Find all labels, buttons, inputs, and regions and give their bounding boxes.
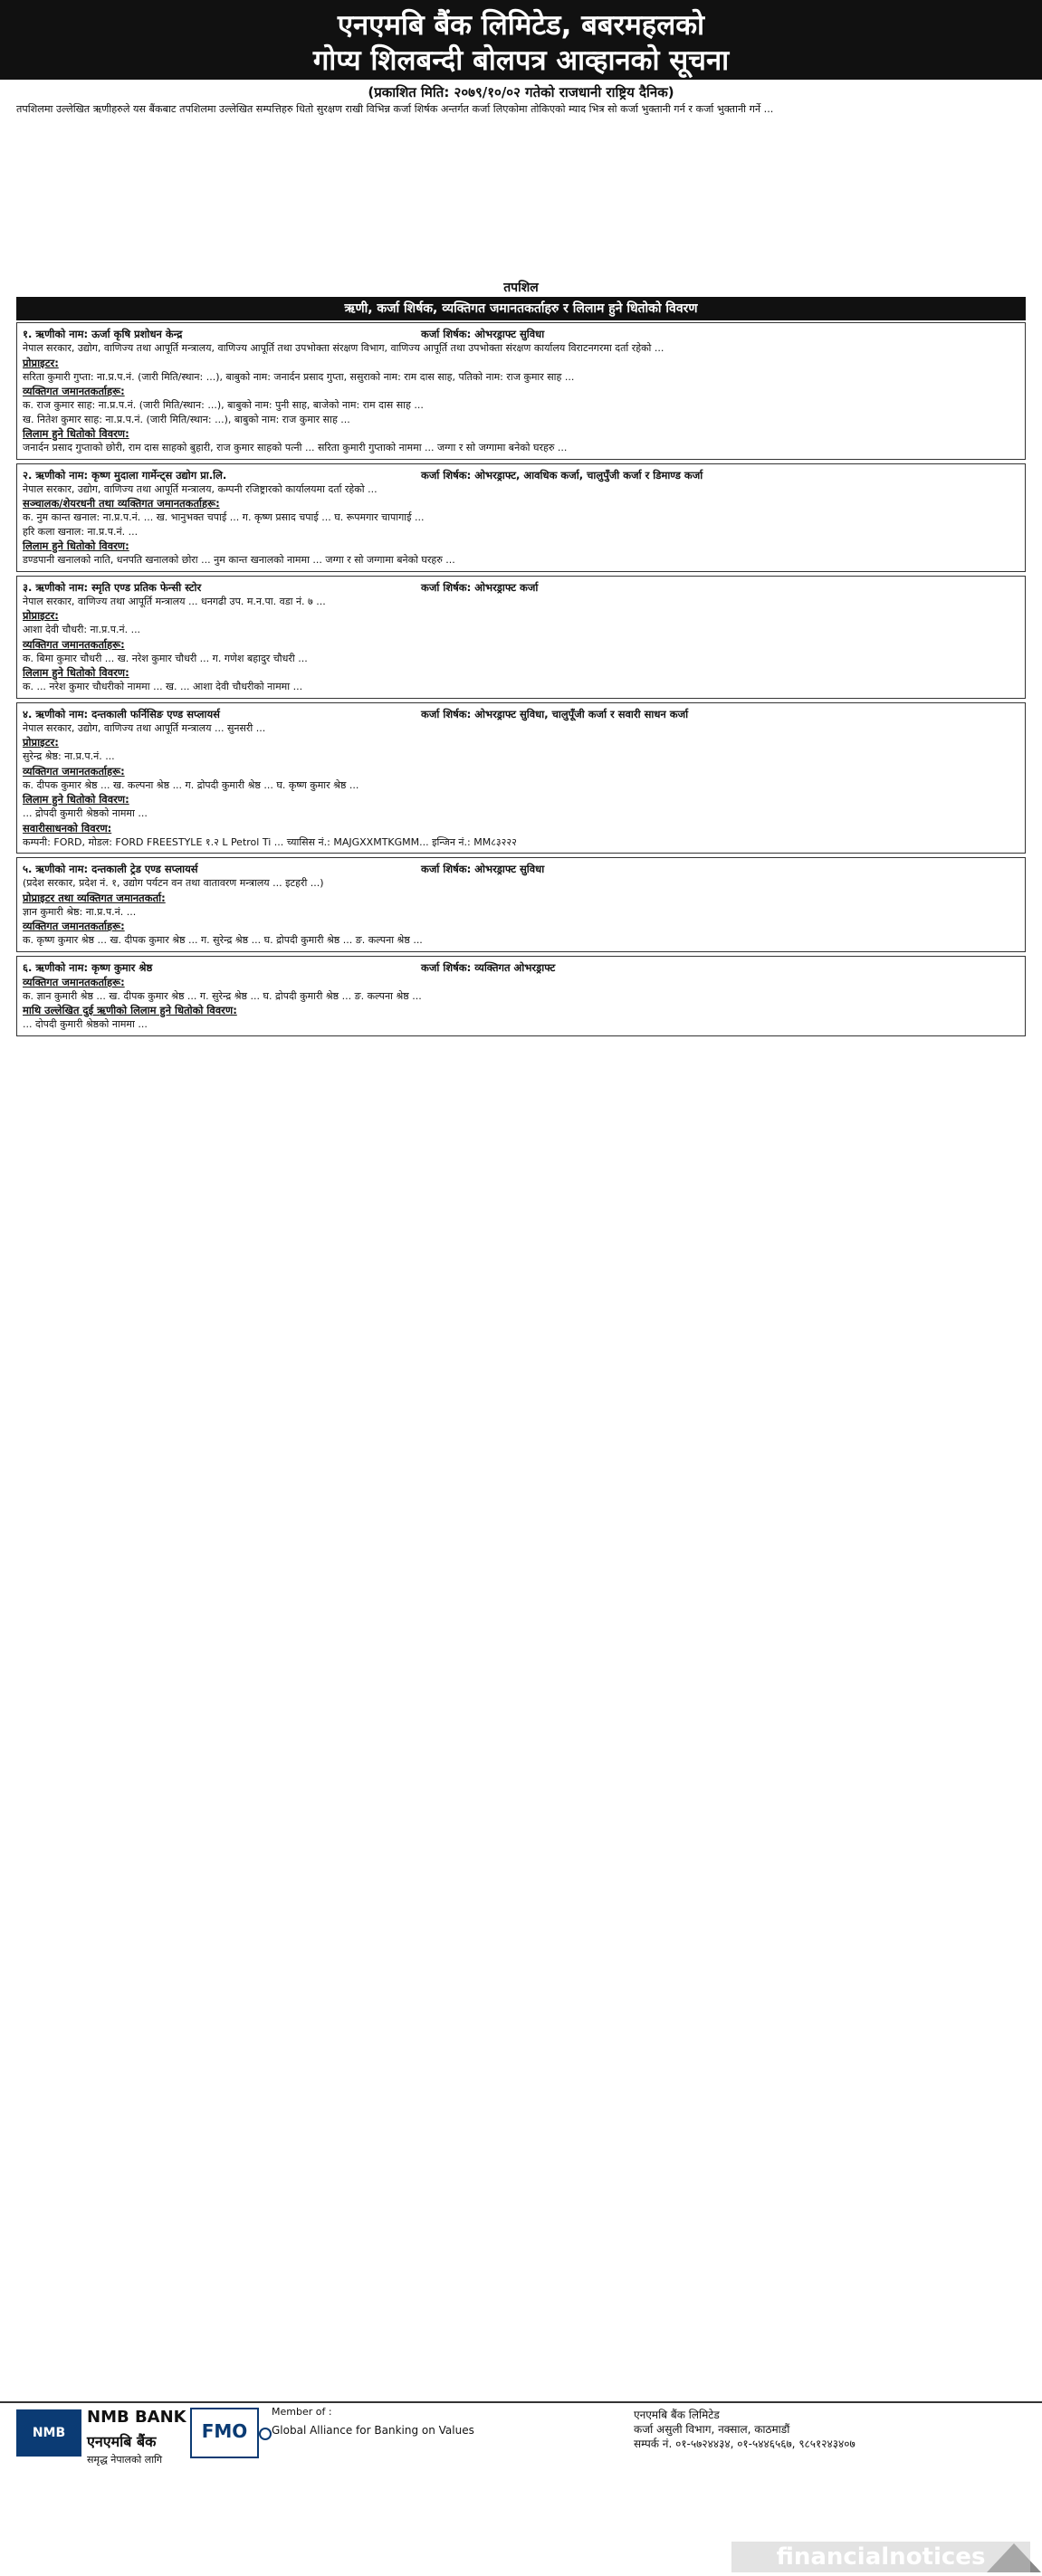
section-6-loan-type: कर्जा शिर्षक: व्यक्तिगत ओभरड्राफ्ट <box>421 960 556 974</box>
section-4-head <box>23 707 1019 721</box>
section-5-head <box>23 862 1019 876</box>
section-1-loan-type: कर्जा शिर्षक: ओभरड्राफ्ट सुविधा <box>421 328 545 340</box>
section-3-line-4: व्यक्तिगत जमानतकर्ताहरू: <box>23 637 125 651</box>
section-2-line-1: नेपाल सरकार, उद्योग, वाणिज्य तथा आपूर्ति मन्त्रालय, कम्पनी रजिष्ट्रारको कार्यालयमा दर्ता रहेको ... <box>23 482 378 495</box>
section-5-loan-type: कर्जा शिर्षक: ओभरड्राफ्ट सुविधा <box>421 863 545 875</box>
section-3-line-5: क. बिमा कुमार चौधरी ... ख. नरेश कुमार चौधरी ... ग. गणेश बहादुर चौधरी ... <box>23 652 308 664</box>
section-2 <box>16 463 1026 572</box>
section-1-line-8: जनार्दन प्रसाद गुप्ताको छोरी, राम दास साहको बुहारी, राज कुमार साहको पत्नी ... सरिता कुमारी गुप्ताको नाममा ... जग्गा र सो जग्गामा बनेको घरहरु ... <box>23 442 568 453</box>
section-5-line-5: क. कृष्ण कुमार श्रेष्ठ ... ख. दीपक कुमार श्रेष्ठ ... ग. सुरेन्द्र श्रेष्ठ ... घ. द्रोपदी कुमारी श्रेष्ठ ... ङ. कल्पना श्रेष्ठ ... <box>23 934 423 946</box>
section-1-line-3: सरिता कुमारी गुप्ता: ना.प्र.प.नं. (जारी मिति/स्थान: ...), बाबुको नाम: जनार्दन प्रसाद गुप्ता, ससुराको नाम: राम दास साह, पतिको नाम: राज कुमार साह ... <box>23 370 575 383</box>
title-band <box>0 0 1042 80</box>
section-3 <box>16 576 1026 699</box>
section-2-line-3: क. नुम कान्त खनाल: ना.प्र.प.नं. ... ख. भानुभक्त चपाई ... ग. कृष्ण प्रसाद चपाई ... घ. रूपमगार चापागाई ... <box>23 511 425 523</box>
section-2-line-5: लिलाम हुने धितोको विवरण: <box>23 539 129 552</box>
section-4-line-8: सवारीसाधनको विवरण: <box>23 821 112 835</box>
section-6-line-1: व्यक्तिगत जमानतकर्ताहरू: <box>23 975 125 988</box>
title-line-2: गोप्य शिलबन्दी बोलपत्र आव्हानको सूचना <box>312 44 730 77</box>
contact-line-2: कर्जा असुली विभाग, नक्साल, काठमाडौं <box>634 2423 790 2436</box>
section-6-head <box>23 960 1019 975</box>
section-1-head <box>23 327 1019 341</box>
section-1 <box>16 322 1026 460</box>
nmb-logo: NMB <box>16 2409 81 2457</box>
fmo-logo: FMO <box>190 2408 259 2458</box>
section-5-line-1: (प्रदेश सरकार, प्रदेश नं. १, उद्योग पर्यटन वन तथा वातावरण मन्त्रालय ... इटहरी ...) <box>23 877 324 889</box>
list-heading: तपशिल <box>503 281 539 295</box>
section-4-line-4: व्यक्तिगत जमानतकर्ताहरू: <box>23 764 125 778</box>
section-1-line-7: लिलाम हुने धितोको विवरण: <box>23 427 129 440</box>
section-1-borrower: १. ऋणीको नाम: ऊर्जा कृषि प्रशोधन केन्द्र <box>23 328 183 340</box>
section-5-line-3: ज्ञान कुमारी श्रेष्ठ: ना.प्र.प.नं. ... <box>23 905 137 918</box>
publication-date: (प्रकाशित मिति: २०७९/१०/०२ गतेको राजधानी राष्ट्रिय दैनिक) <box>368 84 674 100</box>
section-1-line-2: प्रोप्राइटर: <box>23 356 59 369</box>
section-3-line-1: नेपाल सरकार, वाणिज्य तथा आपूर्ति मन्त्रालय ... धनगढी उप. म.न.पा. वडा नं. ७ ... <box>23 595 326 607</box>
section-6-line-2: क. ज्ञान कुमारी श्रेष्ठ ... ख. दीपक कुमार श्रेष्ठ ... ग. सुरेन्द्र श्रेष्ठ ... घ. द्रोपदी कुमारी श्रेष्ठ ... ङ. कल्पना श्रेष्ठ ... <box>23 989 422 1002</box>
nmb-name-en: NMB BANK <box>87 2408 186 2427</box>
nmb-name-np: एनएमबि बैंक <box>87 2433 157 2450</box>
section-4-line-7: ... द्रोपदी कुमारी श्रेष्ठको नाममा ... <box>23 807 148 819</box>
section-2-head <box>23 468 1019 482</box>
section-2-borrower: २. ऋणीको नाम: कृष्ण मुदाला गार्मेन्ट्स उद्योग प्रा.लि. <box>23 468 227 482</box>
section-6-line-4: ... दोपदी कुमारी श्रेष्ठको नाममा ... <box>23 1018 148 1030</box>
section-4-line-9: कम्पनी: FORD, मोडल: FORD FREESTYLE १.२ L Petrol Ti ... च्यासिस नं.: MAJGXXMTKGMM... इन्जिन नं.: MM८३२२२ <box>23 835 517 848</box>
section-4-line-2: प्रोप्राइटर: <box>23 736 59 749</box>
section-3-line-2: प्रोप्राइटर: <box>23 609 59 622</box>
section-2-line-2: सञ्चालक/शेयरधनी तथा व्यक्तिगत जमानतकर्ताहरू: <box>23 497 220 510</box>
gabv-icon <box>259 2428 272 2440</box>
section-4-line-3: सुरेन्द्र श्रेष्ठ: ना.प्र.प.नं. ... <box>23 750 115 762</box>
section-4 <box>16 702 1026 854</box>
section-5 <box>16 857 1026 952</box>
section-5-line-4: व्यक्तिगत जमानतकर्ताहरू: <box>23 920 125 932</box>
gabv-text: Global Alliance for Banking on Values <box>272 2424 474 2437</box>
sections-container <box>16 322 1026 2395</box>
section-3-borrower: ३. ऋणीको नाम: स्मृति एण्ड प्रतिक फेन्सी स्टोर <box>23 580 202 594</box>
section-3-head <box>23 580 1019 595</box>
title-line-1: एनएमबि बैंक लिमिटेड, बबरमहलको <box>337 9 705 42</box>
section-2-line-4: हरि कला खनाल: ना.प्र.प.नं. ... <box>23 525 139 538</box>
footer-divider <box>0 2401 1042 2403</box>
intro-paragraph: तपशिलमा उल्लेखित ऋणीहरुले यस बैंकबाट तपशिलमा उल्लेखित सम्पत्तिहरु धितो सुरक्षण राखी विभिन्न कर्जा शिर्षक अन्तर्गत कर्जा लिएकोमा तोकिएको म्याद भित्र सो कर्जा भुक्तानी गर्न र कर्जा भुक्तानी गर्ने ... <box>16 103 774 115</box>
section-2-loan-type: कर्जा शिर्षक: ओभरड्राफ्ट, आवधिक कर्जा, चालुपुँजी कर्जा र डिमाण्ड कर्जा <box>421 468 703 482</box>
section-1-line-6: ख. नितेश कुमार साह: ना.प्र.प.नं. (जारी मिति/स्थान: ...), बाबुको नाम: राज कुमार साह ... <box>23 413 350 425</box>
watermark: financialnotices <box>731 2542 1030 2572</box>
section-3-loan-type: कर्जा शिर्षक: ओभरड्राफ्ट कर्जा <box>421 580 539 594</box>
section-3-line-6: लिलाम हुने धितोको विवरण: <box>23 666 129 679</box>
section-1-line-4: व्यक्तिगत जमानतकर्ताहरू: <box>23 385 125 397</box>
member-of-label: Member of : <box>272 2406 332 2418</box>
section-5-borrower: ५. ऋणीको नाम: दन्तकाली ट्रेड एण्ड सप्लायर्स <box>23 863 198 875</box>
section-6-borrower: ६. ऋणीको नाम: कृष्ण कुमार श्रेष्ठ <box>23 960 153 974</box>
section-6-line-3: माथि उल्लेखित दुई ऋणीको लिलाम हुने धितोको विवरण: <box>23 1004 237 1016</box>
section-5-line-2: प्रोप्राइटर तथा व्यक्तिगत जमानतकर्ता: <box>23 891 166 904</box>
section-4-borrower: ४. ऋणीको नाम: दन्तकाली फर्निसिङ एण्ड सप्लायर्स <box>23 707 220 720</box>
section-6 <box>16 956 1026 1036</box>
section-4-line-6: लिलाम हुने धितोको विवरण: <box>23 793 129 806</box>
section-2-line-6: डण्डपानी खनालको नाति, धनपति खनालको छोरा ... नुम कान्त खनालको नाममा ... जग्गा र सो जग्गामा बनेको घरहरु ... <box>23 554 455 566</box>
contact-line-3: सम्पर्क नं. ०१-५७२४४३४, ०१-५४४६५६७, ९८५१२४३४०७ <box>634 2438 856 2450</box>
section-4-loan-type: कर्जा शिर्षक: ओभरड्राफ्ट सुविधा, चालुपूँजी कर्जा र सवारी साधन कर्जा <box>421 707 689 720</box>
section-4-line-1: नेपाल सरकार, उद्योग, वाणिज्य तथा आपूर्ति मन्त्रालय ... सुनसरी ... <box>23 721 266 734</box>
section-3-line-3: आशा देवी चौधरी: ना.प्र.प.नं. ... <box>23 624 141 635</box>
section-4-line-5: क. दीपक कुमार श्रेष्ठ ... ख. कल्पना श्रेष्ठ ... ग. द्रोपदी कुमारी श्रेष्ठ ... घ. कृष्ण कुमार श्रेष्ठ ... <box>23 778 359 791</box>
details-band: ऋणी, कर्जा शिर्षक, व्यक्तिगत जमानतकर्ताहरु र लिलाम हुने धितोको विवरण <box>16 297 1026 320</box>
contact-block <box>634 2408 856 2451</box>
section-3-line-7: क. ... नरेश कुमार चौधरीको नाममा ... ख. ... आशा देवी चौधरीको नाममा ... <box>23 681 303 692</box>
contact-line-1: एनएमबि बैंक लिमिटेड <box>634 2409 720 2421</box>
section-1-line-1: नेपाल सरकार, उद्योग, वाणिज्य तथा आपूर्ति मन्त्रालय, वाणिज्य आपूर्ति तथा उपभोक्ता संरक्षण विभाग, वाणिज्य आपूर्ति तथा उपभोक्ता संरक्षण कार्यालय विराटनगरमा दर्ता रहेको ... <box>23 342 664 354</box>
nmb-tagline: समृद्ध नेपालको लागि <box>87 2454 163 2466</box>
section-1-line-5: क. राज कुमार साह: ना.प्र.प.नं. (जारी मिति/स्थान: ...), बाबुको नाम: पुनी साह, बाजेको नाम: राम दास साह ... <box>23 399 424 411</box>
